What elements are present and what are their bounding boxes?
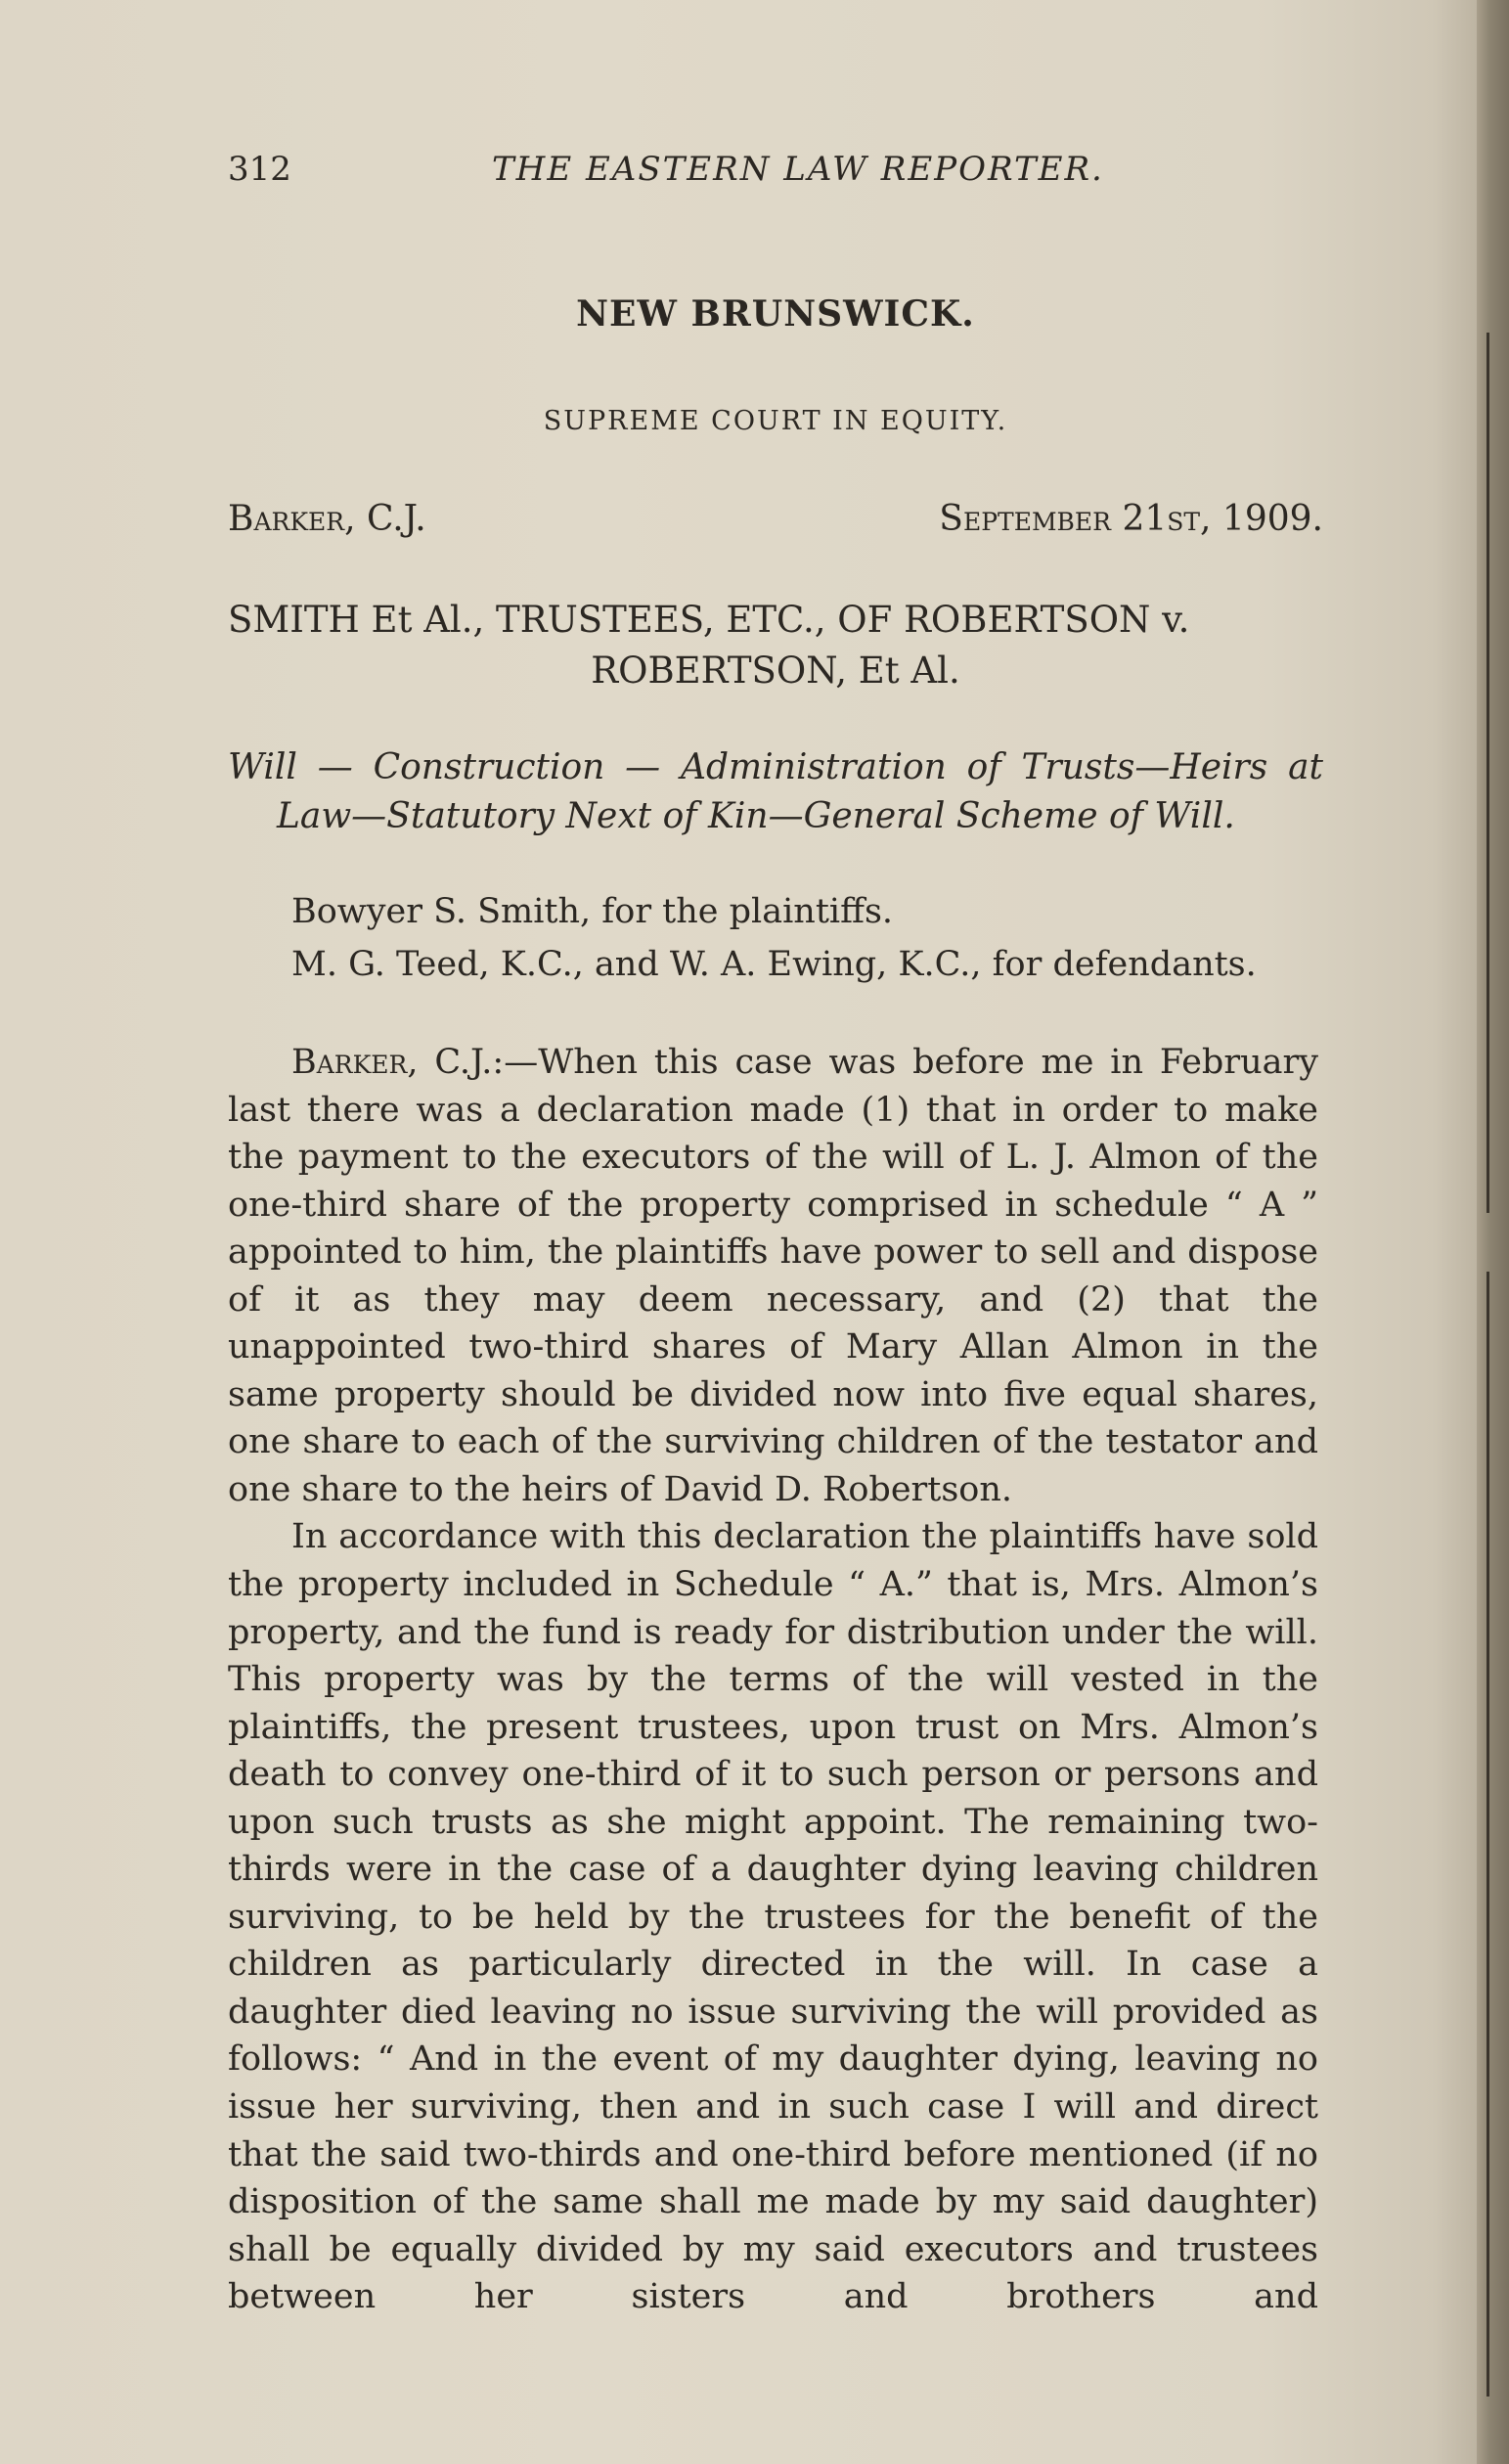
counsel-defendants: M. G. Teed, K.C., and W. A. Ewing, K.C., for defendants.	[291, 945, 1257, 984]
section-title: NEW BRUNSWICK.	[576, 293, 975, 335]
edge-shadow	[1487, 1272, 1489, 2397]
court-name: SUPREME COURT IN EQUITY.	[543, 406, 1008, 436]
page-number: 312	[228, 150, 291, 189]
edge-shadow	[1487, 333, 1489, 1213]
page-header	[228, 150, 1323, 199]
case-title-line: ROBERTSON, Et Al.	[591, 650, 960, 692]
opinion-text	[228, 1039, 1318, 2321]
headnote-line: Will — Construction — Administration of Trusts—Heirs at	[228, 747, 1323, 787]
headnote	[228, 743, 1323, 841]
headnote-line: Law—Statutory Next of Kin—General Scheme of Will.	[277, 796, 1235, 836]
case-title	[228, 595, 1323, 696]
judge-name: Barker, C.J.	[228, 499, 426, 539]
opinion-paragraph-text: :—When this case was before me in February last there was a declaration made (1) that in order to make the payment to the executors of the will of L. J. Almon of the one-third share of the property comprised in schedule “ A ” appointed to him, the plaintiffs have power to sell and dispose of it as they may deem necessary, and (2) that the unappointed two-third shares of Mary Allan Almon in the same property should be divided now into five equal shares, one share to each of the surviving children of the testator and one share to the heirs of David D. Robertson.	[228, 1043, 1318, 1509]
opinion-paragraph: In accordance with this declaration the plaintiffs have sold the property included in Schedule “ A.” that is, Mrs. Almon’s property, and the fund is ready for distribution under the will. This property was by the terms of the will vested in the plaintiffs, the present trustees, upon trust on Mrs. Almon’s death to convey one-third of it to such person or persons and upon such trusts as she might appoint. The remaining two-thirds were in the case of a daughter dying leaving children surviving, to be held by the trustees for the benefit of the children as particularly directed in the will. In case a daughter died leaving no issue surviving the will provided as follows: “ And in the event of my daughter dying, leaving no issue her surviving, then and in such case I will and direct that the said two-thirds and one-third before mentioned (if no disposition of the same shall me made by my said daughter) shall be equally divided by my said executors and trustees between her sisters and brothers and	[228, 1517, 1318, 2317]
case-title-line: SMITH Et Al., TRUSTEES, ETC., OF ROBERTSON v.	[228, 599, 1190, 641]
decision-date: September 21st, 1909.	[939, 499, 1323, 539]
opinion-speaker: Barker, C.J.	[291, 1043, 493, 1082]
counsel-plaintiffs: Bowyer S. Smith, for the plaintiffs.	[291, 892, 894, 931]
running-head: THE EASTERN LAW REPORTER.	[492, 150, 1104, 189]
counsel-list	[291, 885, 1257, 991]
opinion-paragraph	[228, 1039, 1318, 1513]
page-edge	[1477, 0, 1509, 2464]
